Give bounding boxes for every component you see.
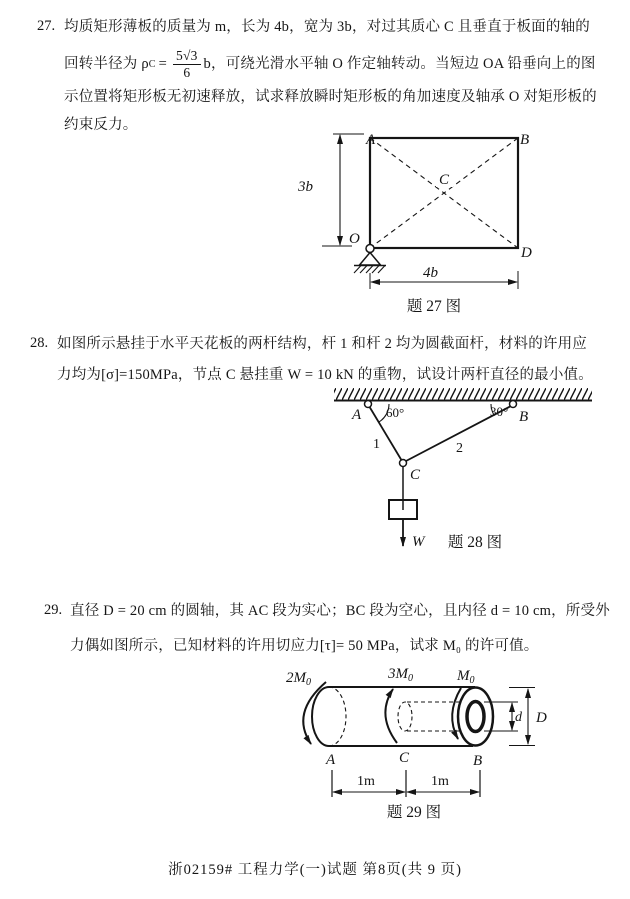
problem-27-line-1: 均质矩形薄板的质量为 m，长为 4b，宽为 3b，对过其质心 C 且垂直于板面的轴的 xyxy=(64,19,590,35)
point-c-label: C xyxy=(410,467,421,483)
angle-b-label: 30° xyxy=(490,404,509,419)
figure-27 xyxy=(288,126,608,326)
joint-c-icon xyxy=(400,460,407,467)
corner-b-label: B xyxy=(520,132,530,148)
figure-28-caption: 题 28 图 xyxy=(447,534,503,551)
problem-28-number: 28. xyxy=(30,335,49,351)
torque-2m0-main: 2M xyxy=(286,670,306,686)
support-triangle-icon xyxy=(360,253,381,266)
ceiling-hatching xyxy=(334,388,592,400)
point-b-label: B xyxy=(519,409,529,425)
problem-28-line-1: 如图所示悬挂于水平天花板的两杆结构，杆 1 和杆 2 均为圆截面杆，材料的许用应 xyxy=(57,336,587,352)
figure-27-caption: 题 27 图 xyxy=(406,298,462,315)
height-dimension-label: 3b xyxy=(298,179,313,195)
inner-bore-ring xyxy=(467,702,484,732)
torque-3m0-sub: 0 xyxy=(408,673,413,684)
torque-2m0-label xyxy=(286,670,311,688)
fraction-numerator: 5√3 xyxy=(173,48,201,65)
problem-29-line-2: 力偶如图所示，已知材料的许用切应力[τ]= 50 MPa，试求 M₀ 的许可值。 xyxy=(70,638,539,654)
pin-b-icon xyxy=(510,401,517,408)
problem-27-line-3: 示位置将矩形板无初速释放，试求释放瞬时矩形板的角加速度及轴承 O 对矩形板的 xyxy=(64,89,597,105)
left-end-front-arc xyxy=(312,687,329,746)
torque-m0-sub: 0 xyxy=(469,675,475,686)
outer-dia-reference-lines xyxy=(509,688,535,746)
pin-hinge-icon xyxy=(366,245,374,253)
problem-27-line-2 xyxy=(64,44,596,84)
torque-m0-label xyxy=(456,668,475,686)
length-ac-label: 1m xyxy=(357,774,375,789)
line2-prefix: 回转半径为 ρ xyxy=(64,55,149,72)
rho-subscript: C xyxy=(148,58,156,70)
figure-28 xyxy=(318,388,603,568)
torque-3m0-main: 3M xyxy=(388,666,408,682)
length-extension-ticks xyxy=(332,770,480,797)
pivot-o-label: O xyxy=(349,231,360,247)
problem-27-line-4: 约束反力。 xyxy=(64,117,138,133)
rod-1-label: 1 xyxy=(373,437,380,452)
rod-2-label: 2 xyxy=(456,441,463,456)
outer-dia-label: D xyxy=(536,710,547,726)
plate-diagonals xyxy=(370,138,518,248)
corner-a-label: A xyxy=(366,132,376,148)
angle-a-label: 60° xyxy=(386,405,405,420)
line2-suffix: b，可绕光滑水平轴 O 作定轴转动。当短边 OA 铅垂向上的图 xyxy=(203,55,596,72)
problem-28-line-2: 力均为[σ]=150MPa，节点 C 悬挂重 W = 10 kN 的重物，试设计两杆直径的最小值。 xyxy=(57,367,593,383)
figure-29-caption: 题 29 图 xyxy=(386,804,442,821)
problem-27-number: 27. xyxy=(37,18,56,34)
torque-m0-main: M xyxy=(457,668,470,684)
point-a-label: A xyxy=(352,407,362,423)
problem-29-line-1: 直径 D = 20 cm 的圆轴，其 AC 段为实心；BC 段为空心，且内径 d = 10 cm，所受外 xyxy=(70,603,610,619)
torque-2m0-sub: 0 xyxy=(306,677,311,688)
width-dimension-label: 4b xyxy=(423,265,438,281)
inner-dia-label: d xyxy=(515,710,522,725)
problem-29-number: 29. xyxy=(44,602,63,618)
height-extension-ticks xyxy=(322,134,364,246)
width-extension-ticks xyxy=(370,271,518,289)
length-cb-label: 1m xyxy=(431,774,449,789)
corner-d-label: D xyxy=(521,245,532,261)
ground-hatching xyxy=(354,266,385,274)
point-c-label: C xyxy=(399,750,410,766)
left-end-hidden-arc xyxy=(329,687,346,746)
pin-a-icon xyxy=(365,401,372,408)
radius-fraction xyxy=(173,48,201,80)
fraction-denominator: 6 xyxy=(183,64,191,80)
torque-3m0-arrow xyxy=(385,689,397,743)
page-footer: 浙02159# 工程力学(一)试题 第8页(共 9 页) xyxy=(168,862,462,878)
torque-3m0-label xyxy=(387,666,413,684)
centroid-c-label: C xyxy=(439,172,450,188)
figure-29 xyxy=(278,658,623,833)
point-a-label: A xyxy=(326,752,336,768)
weight-w-label: W xyxy=(412,534,425,550)
equals-sign: = xyxy=(158,55,168,72)
bore-ellipse-at-c xyxy=(398,702,412,731)
point-b-label: B xyxy=(473,753,483,769)
